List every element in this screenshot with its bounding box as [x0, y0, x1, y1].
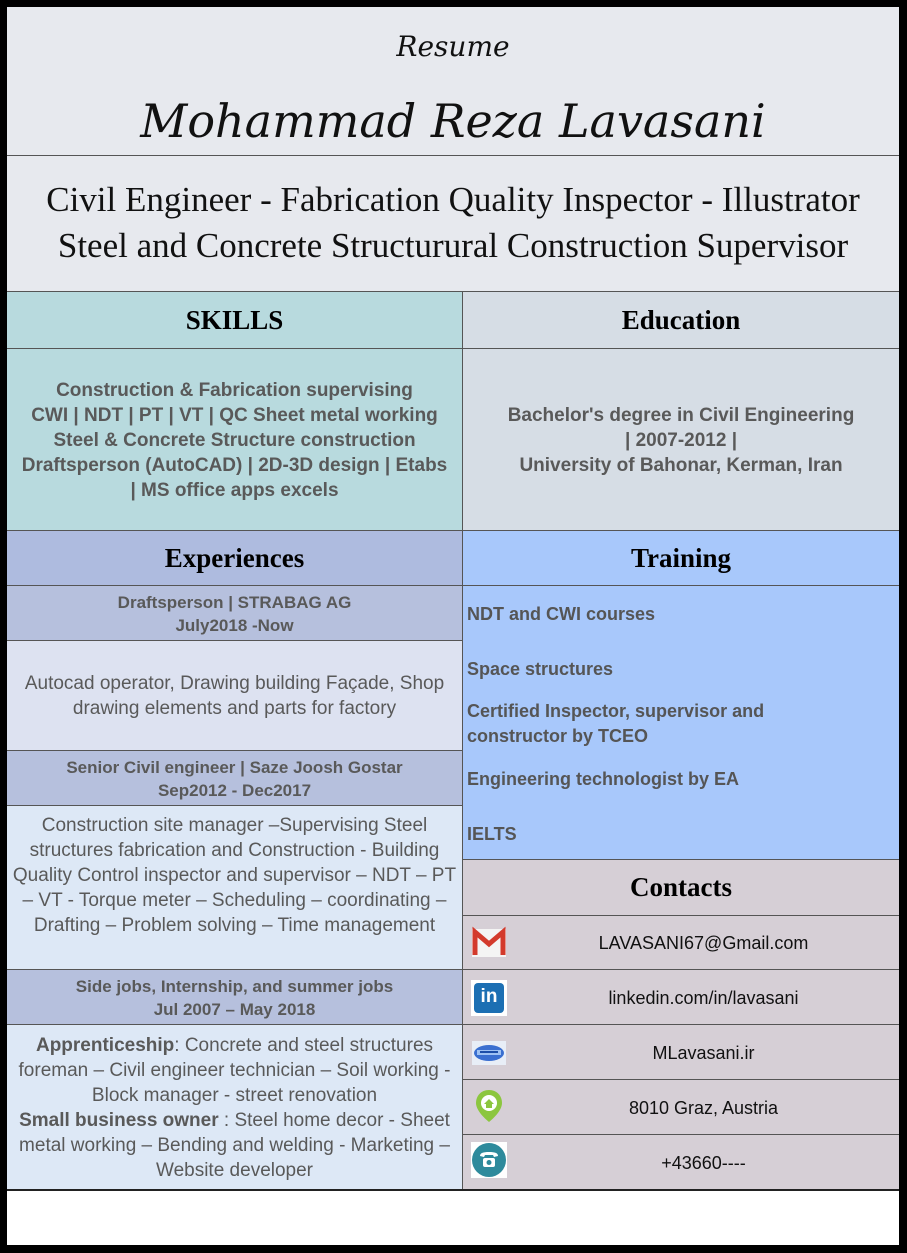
job-title: Draftsperson | STRABAG AG	[117, 593, 352, 612]
skill-line: Construction & Fabrication supervising	[56, 380, 413, 401]
training-item: Space structures	[467, 659, 614, 679]
training-item: Certified Inspector, supervisor and constructor by TCEO	[467, 701, 765, 746]
contact-location: 8010 Graz, Austria	[628, 1098, 779, 1118]
training-item: Engineering technologist by EA	[467, 769, 740, 789]
job-dates: Sep2012 - Dec2017	[157, 781, 312, 800]
job-dates: Jul 2007 – May 2018	[153, 1000, 316, 1019]
skill-line: | MS office apps excels	[130, 480, 339, 501]
education-heading-text: Education	[621, 304, 741, 335]
job-title-line-2: Steel and Concrete Structurural Construction Supervisor	[57, 226, 849, 265]
skill-line: Steel & Concrete Structure construction	[53, 430, 416, 451]
candidate-name: Mohammad Reza Lavasani	[140, 94, 766, 148]
training-item: NDT and CWI courses	[467, 604, 656, 624]
experiences-heading-text: Experiences	[164, 542, 305, 573]
contact-email[interactable]: LAVASANI67@Gmail.com	[598, 933, 809, 953]
skill-line: CWI | NDT | PT | VT | QC Sheet metal working	[31, 405, 438, 426]
education-degree: Bachelor's degree in Civil Engineering	[507, 405, 855, 426]
apprenticeship-label: Apprenticeship	[35, 1035, 175, 1056]
job-title: Senior Civil engineer | Saze Joosh Gostar	[66, 758, 403, 777]
job-description-text: Autocad operator, Drawing building Façade, Shop drawing elements and parts for factory	[24, 672, 445, 719]
training-item: IELTS	[467, 824, 517, 844]
contacts-heading-text: Contacts	[630, 872, 732, 902]
business-text: : Steel home decor - Sheet metal working – Bending and welding - Marketing – Website developer	[19, 1110, 450, 1181]
contact-website[interactable]: MLavasani.ir	[652, 1043, 755, 1063]
education-school: University of Bahonar, Kerman, Iran	[519, 455, 843, 476]
education-years: | 2007-2012 |	[624, 430, 738, 451]
contact-phone[interactable]: +43660----	[661, 1153, 746, 1173]
resume-label: Resume	[396, 30, 510, 63]
job-title: Side jobs, Internship, and summer jobs	[75, 977, 394, 996]
job-description-text: Construction site manager –Supervising Steel structures fabrication and Construction - Building Quality Control inspector and supervisor – NDT – PT – VT - Torque meter – Scheduling – coordinating – Drafting – Problem solving – Time management	[12, 815, 457, 936]
job-dates: July2018 -Now	[175, 616, 294, 635]
business-label: Small business owner	[19, 1110, 219, 1131]
training-heading-text: Training	[630, 542, 732, 573]
linkedin-logo-text: in	[480, 986, 498, 1007]
apprenticeship-text: : Concrete and steel structures foreman – Civil engineer technician – Soil working - Block manager - street renovation	[18, 1035, 451, 1106]
skills-heading-text: SKILLS	[185, 304, 284, 335]
contact-linkedin[interactable]: linkedin.com/in/lavasani	[608, 988, 799, 1008]
skill-line: Draftsperson (AutoCAD) | 2D-3D design | Etabs	[21, 455, 448, 476]
job-title-line-1: Civil Engineer - Fabrication Quality Inspector - Illustrator	[46, 180, 860, 219]
